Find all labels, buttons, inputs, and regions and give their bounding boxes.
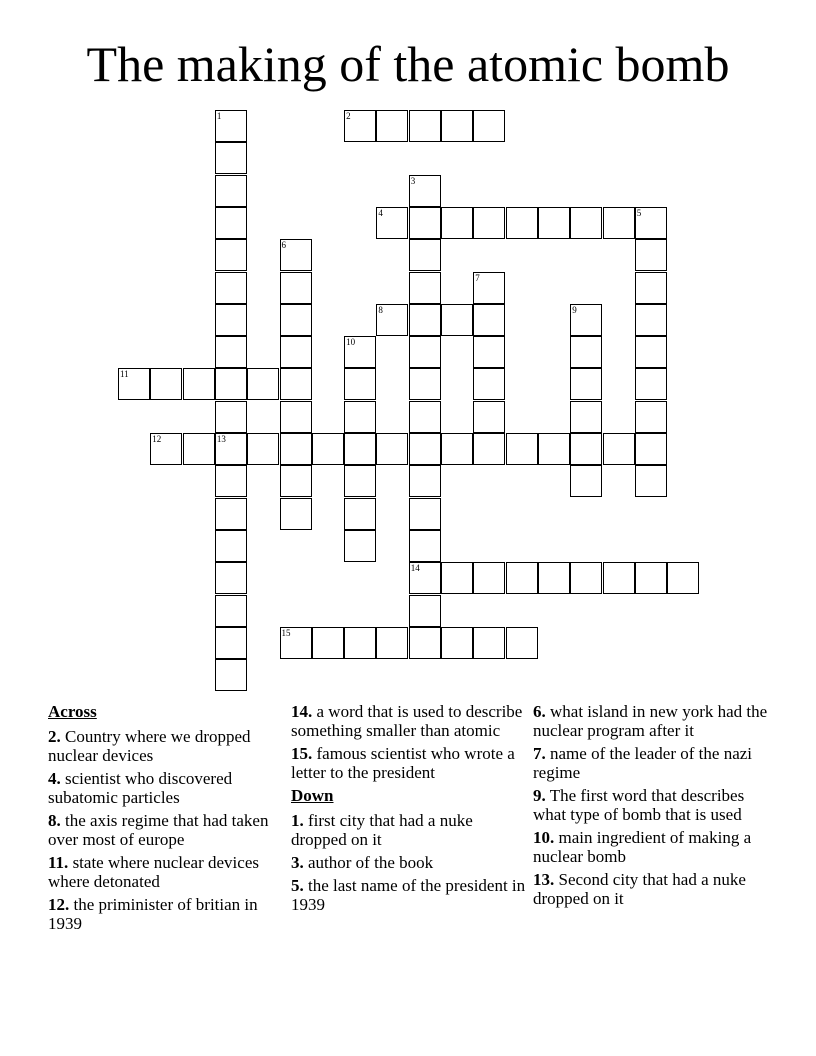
grid-cell[interactable] [215, 465, 247, 497]
grid-cell[interactable] [441, 562, 473, 594]
clue-down-5: 5. the last name of the president in 1939 [291, 876, 526, 914]
clue-number: 10 [346, 337, 356, 348]
grid-cell[interactable] [603, 207, 635, 239]
grid-cell[interactable] [215, 659, 247, 691]
grid-cell[interactable] [280, 401, 312, 433]
clue-down-7: 7. name of the leader of the nazi regime [533, 744, 753, 782]
grid-cell[interactable] [441, 304, 473, 336]
puzzle-title: The making of the atomic bomb [86, 36, 730, 92]
across-heading: Across [48, 702, 97, 721]
grid-cell[interactable] [473, 110, 505, 142]
grid-cell[interactable] [409, 336, 441, 368]
grid-cell[interactable] [344, 110, 376, 142]
grid-cell[interactable] [280, 465, 312, 497]
clue-number: 2 [346, 111, 351, 121]
grid-cell[interactable] [215, 627, 247, 659]
grid-cell[interactable] [409, 368, 441, 400]
clue-number: 12 [152, 434, 162, 444]
grid-cell[interactable] [441, 433, 473, 465]
grid-cell[interactable] [538, 433, 570, 465]
grid-cell[interactable] [635, 401, 667, 433]
grid-cell[interactable] [409, 239, 441, 271]
grid-cell[interactable] [473, 433, 505, 465]
grid-cell[interactable] [312, 433, 344, 465]
grid-cell[interactable] [376, 433, 408, 465]
clue-down-9: 9. The first word that describes what type of bomb that is used [533, 786, 745, 824]
grid-cell[interactable] [312, 627, 344, 659]
grid-cell[interactable] [409, 401, 441, 433]
grid-cell[interactable] [409, 110, 441, 142]
grid-cell[interactable] [118, 368, 150, 400]
grid-cell[interactable] [376, 627, 408, 659]
clue-across-2: 2. Country where we dropped nuclear devices [48, 727, 251, 765]
grid-cell[interactable] [473, 401, 505, 433]
grid-cell[interactable] [409, 207, 441, 239]
clue-number: 14 [410, 563, 420, 574]
grid-cell[interactable] [667, 562, 699, 594]
clue-number: 13 [216, 434, 226, 444]
grid-cell[interactable] [215, 595, 247, 627]
grid-cell[interactable] [376, 207, 408, 239]
grid-cell[interactable] [344, 368, 376, 400]
grid-cell[interactable] [635, 272, 667, 304]
grid-cell[interactable] [570, 368, 602, 400]
grid-cell[interactable] [215, 142, 247, 174]
grid-cell[interactable] [635, 207, 667, 239]
grid-cell[interactable] [215, 239, 247, 271]
grid-cell[interactable] [409, 562, 441, 594]
grid-cell[interactable] [215, 498, 247, 530]
clue-across-12: 12. the priminister of britian in 1939 [48, 895, 258, 933]
clue-number: 5 [636, 207, 642, 218]
clue-number: 4 [378, 207, 383, 218]
grid-cell[interactable] [409, 272, 441, 304]
grid-cell[interactable] [635, 336, 667, 368]
clue-number: 6 [281, 240, 286, 251]
grid-cell[interactable] [280, 368, 312, 400]
grid-cell[interactable] [215, 207, 247, 239]
clue-across-8: 8. the axis regime that had taken over most of europe [48, 811, 269, 849]
grid-cell[interactable] [280, 433, 312, 465]
grid-cell[interactable] [538, 207, 570, 239]
clue-number: 9 [572, 304, 577, 315]
grid-cell[interactable] [409, 530, 441, 562]
grid-cell[interactable] [247, 368, 279, 400]
grid-cell[interactable] [473, 562, 505, 594]
grid-cell[interactable] [409, 595, 441, 627]
grid-cell[interactable] [603, 433, 635, 465]
clue-number: 3 [410, 175, 416, 186]
grid-cell[interactable] [247, 433, 279, 465]
down-heading: Down [291, 786, 334, 805]
grid-cell[interactable] [473, 336, 505, 368]
grid-cell[interactable] [409, 465, 441, 497]
grid-cell[interactable] [280, 272, 312, 304]
grid-cell[interactable] [183, 368, 215, 400]
grid-cell[interactable] [280, 239, 312, 271]
grid-cell[interactable] [409, 627, 441, 659]
grid-cell[interactable] [473, 368, 505, 400]
grid-cell[interactable] [376, 110, 408, 142]
grid-cell[interactable] [506, 207, 538, 239]
clue-down-1: 1. first city that had a nuke dropped on it [291, 811, 473, 849]
grid-cell[interactable] [570, 465, 602, 497]
clue-down-6: 6. what island in new york had the nuclear program after it [533, 702, 768, 740]
clue-number: 7 [475, 272, 480, 283]
grid-cell[interactable] [344, 401, 376, 433]
grid-cell[interactable] [409, 498, 441, 530]
grid-cell[interactable] [215, 272, 247, 304]
grid-cell[interactable] [344, 336, 376, 368]
grid-cell[interactable] [506, 627, 538, 659]
grid-cell[interactable] [215, 304, 247, 336]
grid-cell[interactable] [506, 562, 538, 594]
grid-cell[interactable] [538, 562, 570, 594]
clue-number: 15 [281, 627, 291, 638]
grid-cell[interactable] [215, 530, 247, 562]
grid-cell[interactable] [376, 304, 408, 336]
grid-cell[interactable] [344, 530, 376, 562]
grid-cell[interactable] [441, 627, 473, 659]
grid-cell[interactable] [635, 562, 667, 594]
grid-cell[interactable] [570, 304, 602, 336]
clue-across-15: 15. famous scientist who wrote a letter to the president [291, 744, 515, 782]
grid-cell[interactable] [344, 498, 376, 530]
grid-cell[interactable] [409, 304, 441, 336]
clue-down-10: 10. main ingredient of making a nuclear bomb [533, 828, 752, 866]
grid-cell[interactable] [150, 433, 182, 465]
grid-cell[interactable] [570, 207, 602, 239]
grid-cell[interactable] [183, 433, 215, 465]
clue-across-11: 11. state where nuclear devices where detonated [48, 853, 259, 891]
grid-cell[interactable] [215, 401, 247, 433]
clues-column-3 [533, 702, 768, 912]
clues-column-2 [291, 702, 526, 918]
grid-cell[interactable] [344, 433, 376, 465]
grid-cell[interactable] [280, 498, 312, 530]
grid-cell[interactable] [635, 239, 667, 271]
clue-number: 1 [216, 111, 222, 121]
grid-cell[interactable] [344, 627, 376, 659]
grid-cell[interactable] [150, 368, 182, 400]
grid-cell[interactable] [215, 110, 247, 142]
grid-cell[interactable] [441, 110, 473, 142]
grid-cell[interactable] [603, 562, 635, 594]
grid-cell[interactable] [570, 433, 602, 465]
grid-cell[interactable] [635, 465, 667, 497]
clue-across-4: 4. scientist who discovered subatomic particles [48, 769, 233, 807]
grid-cell[interactable] [473, 304, 505, 336]
grid-cell[interactable] [215, 433, 247, 465]
grid-cell[interactable] [215, 175, 247, 207]
grid-cell[interactable] [215, 336, 247, 368]
grid-cell[interactable] [635, 368, 667, 400]
clue-down-13: 13. Second city that had a nuke dropped on it [533, 870, 746, 908]
grid-cell[interactable] [409, 175, 441, 207]
grid-cell[interactable] [570, 336, 602, 368]
clues-column-1 [48, 702, 283, 937]
grid-cell[interactable] [280, 304, 312, 336]
grid-cell[interactable] [215, 562, 247, 594]
grid-cell[interactable] [570, 401, 602, 433]
grid-cell[interactable] [409, 433, 441, 465]
grid-cell[interactable] [280, 627, 312, 659]
clue-across-14: 14. a word that is used to describe something smaller than atomic [291, 702, 523, 740]
grid-cell[interactable] [635, 433, 667, 465]
grid-cell[interactable] [506, 433, 538, 465]
clue-number: 11 [120, 369, 129, 380]
clue-number: 8 [378, 304, 383, 315]
grid-cell[interactable] [441, 207, 473, 239]
grid-cell[interactable] [344, 465, 376, 497]
grid-cell[interactable] [635, 304, 667, 336]
clue-down-3: 3. author of the book [291, 853, 434, 872]
grid-cell[interactable] [570, 562, 602, 594]
grid-cell[interactable] [215, 368, 247, 400]
grid-cell[interactable] [473, 207, 505, 239]
grid-cell[interactable] [473, 627, 505, 659]
grid-cell[interactable] [280, 336, 312, 368]
grid-cell[interactable] [473, 272, 505, 304]
